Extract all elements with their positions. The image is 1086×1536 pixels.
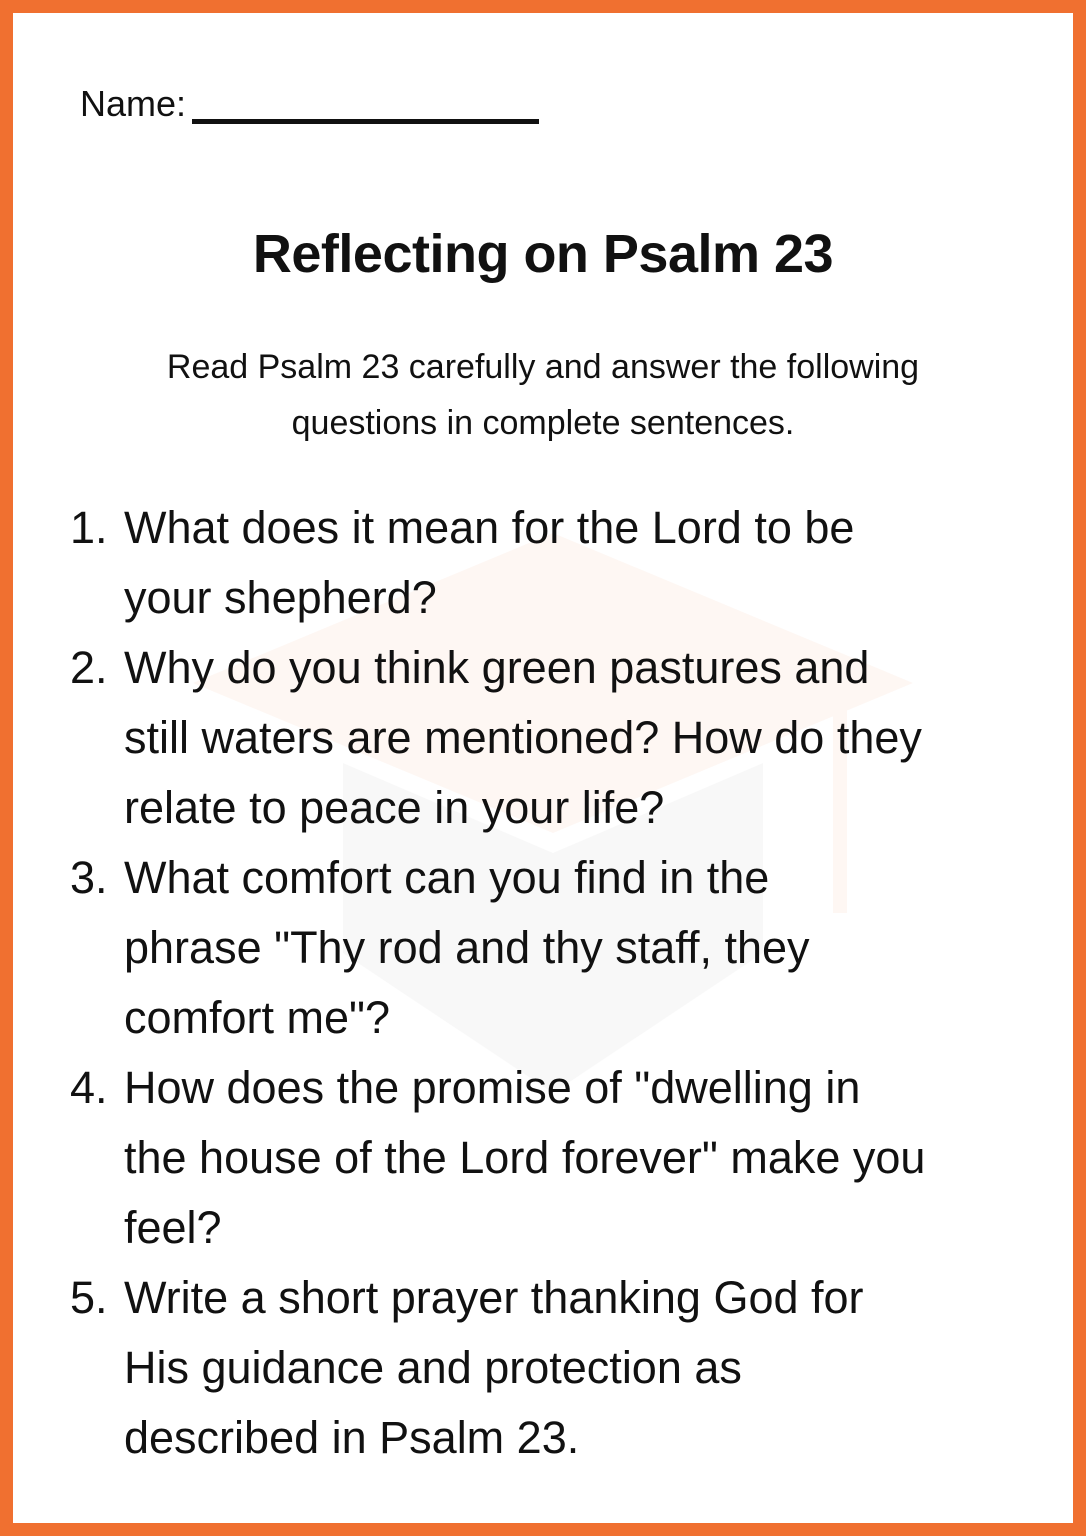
question-number: 2. <box>70 642 108 693</box>
question-text-line: How does the promise of "dwelling in <box>124 1062 861 1113</box>
question-text-line: phrase "Thy rod and thy staff, they <box>124 922 810 973</box>
question-number: 5. <box>70 1272 108 1323</box>
name-input-line[interactable] <box>192 119 539 124</box>
question-item <box>70 1053 925 1263</box>
question-text-line: feel? <box>124 1202 222 1253</box>
instructions-line: questions in complete sentences. <box>291 404 795 442</box>
question-item <box>70 1263 925 1473</box>
question-text-line: your shepherd? <box>124 572 437 623</box>
question-text-line: the house of the Lord forever" make you <box>124 1132 926 1183</box>
instructions <box>13 339 1073 451</box>
question-number: 1. <box>70 502 108 553</box>
question-text-line: What does it mean for the Lord to be <box>124 502 855 553</box>
question-list <box>70 493 925 1473</box>
question-number: 4. <box>70 1062 108 1113</box>
question-text-line: Write a short prayer thanking God for <box>124 1272 864 1323</box>
question-item <box>70 633 925 843</box>
question-text-line: described in Psalm 23. <box>124 1412 580 1463</box>
question-text-line: relate to peace in your life? <box>124 782 665 833</box>
name-label: Name: <box>80 83 187 124</box>
question-text-line: Why do you think green pastures and <box>124 642 870 693</box>
question-text-line: What comfort can you find in the <box>124 852 770 903</box>
worksheet-title: Reflecting on Psalm 23 <box>252 224 834 284</box>
worksheet-page <box>13 13 1073 1523</box>
question-text-line: comfort me"? <box>124 992 391 1043</box>
question-number: 3. <box>70 852 108 903</box>
instructions-line: Read Psalm 23 carefully and answer the following <box>166 348 920 386</box>
question-item <box>70 493 925 633</box>
question-text-line: His guidance and protection as <box>124 1342 742 1393</box>
question-item <box>70 843 925 1053</box>
question-text-line: still waters are mentioned? How do they <box>124 712 922 763</box>
